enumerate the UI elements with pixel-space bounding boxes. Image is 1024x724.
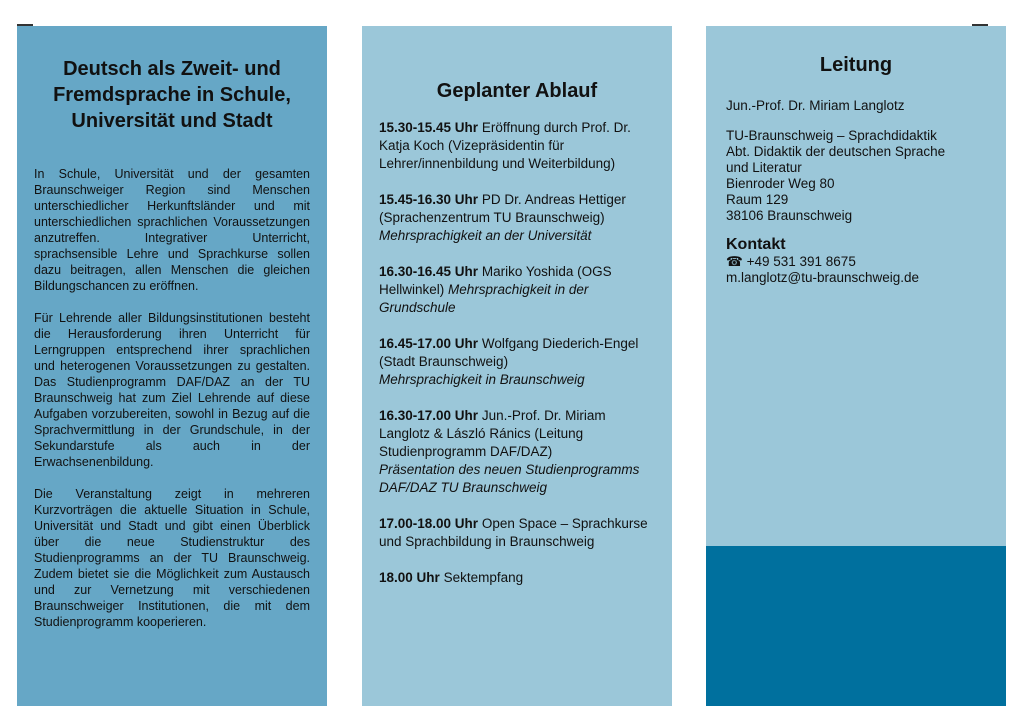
intro-paragraph: Die Veranstaltung zeigt in mehreren Kurzvorträgen die aktuelle Situation in Schule, Universität und Stadt und gibt einen Überblick über die neue Studienstruktur des Studienprogramms an der TU Braunschweig. Zudem bietet sie die Möglichkeit zum Austausch und zur Vernetzung mit verschiedenen Braunschweiger Institutionen, die mit dem Studienprogramm kooperieren. (34, 487, 310, 629)
schedule-text: Wolfgang Diederich-Engel (Stadt Braunschweig) (379, 336, 639, 369)
address-line: Raum 129 (726, 192, 789, 207)
schedule-item (379, 191, 655, 245)
intro-title: Deutsch als Zweit- und Fremdsprache in Schule, Universität und Stadt (53, 58, 291, 132)
schedule-topic: Mehrsprachigkeit in Braunschweig (379, 372, 585, 387)
schedule-time: 16.45-17.00 Uhr (379, 336, 479, 351)
address-line: TU-Braunschweig – Sprachdidaktik (726, 128, 937, 143)
phone-icon: ☎ (726, 254, 743, 269)
schedule-text: Open Space – Sprachkurse und Sprachbildung in Braunschweig (379, 516, 648, 549)
schedule-time: 15.45-16.30 Uhr (379, 192, 479, 207)
schedule-topic: Mehrsprachigkeit in der Grundschule (379, 282, 589, 315)
schedule-topic: Mehrsprachigkeit an der Universität (379, 228, 592, 243)
schedule-topic: Präsentation des neuen Studienprogramms DAF/DAZ TU Braunschweig (379, 462, 640, 495)
email-link[interactable]: m.langlotz@tu-braunschweig.de (726, 270, 920, 285)
schedule-item (379, 407, 655, 497)
schedule-item (379, 569, 655, 587)
schedule-time: 17.00-18.00 Uhr (379, 516, 479, 531)
schedule-item (379, 263, 655, 317)
phone-line (726, 254, 986, 270)
schedule-text: PD Dr. Andreas Hettiger (Sprachenzentrum TU Braunschweig) (379, 192, 626, 225)
contact-panel (706, 26, 1006, 706)
schedule-text: Jun.-Prof. Dr. Miriam Langlotz & László Ránics (Leitung Studienprogramm DAF/DAZ) (379, 408, 606, 459)
schedule-panel (362, 26, 672, 706)
address-line: und Literatur (726, 160, 802, 175)
schedule-item (379, 119, 655, 173)
intro-paragraph: In Schule, Universität und der gesamten Braunschweiger Region sind Menschen unterschiedlicher Herkunftsländer und mit unterschiedlichen sprachlichen Voraussetzungen anzutreffen. Integrativer Unterricht, sprachsensible Lehre und Sprachkurse sollen dazu beitragen, allen Menschen die gleichen Bildungschancen zu eröffnen. (34, 167, 310, 293)
schedule-item (379, 515, 655, 551)
schedule-text: Eröffnung durch Prof. Dr. Katja Koch (Vizepräsidentin für Lehrer/innenbildung und Weiterbildung) (379, 120, 631, 171)
contact-heading: Kontakt (726, 236, 786, 253)
schedule-text: Mariko Yoshida (OGS Hellwinkel) (379, 264, 612, 297)
schedule-time: 15.30-15.45 Uhr (379, 120, 479, 135)
address-line: Abt. Didaktik der deutschen Sprache (726, 144, 946, 159)
intro-panel (17, 26, 327, 706)
schedule-text: Sektempfang (443, 570, 524, 585)
contact-title: Leitung (819, 54, 893, 76)
address-line: 38106 Braunschweig (726, 208, 853, 223)
schedule-item (379, 335, 655, 389)
schedule-title: Geplanter Ablauf (436, 80, 598, 102)
leader-name: Jun.-Prof. Dr. Miriam Langlotz (726, 98, 905, 113)
schedule-time: 16.30-16.45 Uhr (379, 264, 479, 279)
intro-paragraph: Für Lehrende aller Bildungsinstitutionen besteht die Herausforderung ihren Unterricht für Lerngruppen entsprechend ihrer sprachlichen und heterogenen Voraussetzungen zu gestalten. Das Studienprogramm DAF/DAZ an der TU Braunschweig hat zum Ziel Lehrende auf diese Aufgaben vorzubereiten, sowohl in Bezug auf die Sprachvermittlung in der Grundschule, in der Sekundarstufe als auch in der Erwachsenenbildung. (34, 311, 310, 469)
address-line: Bienroder Weg 80 (726, 176, 835, 191)
phone-number: +49 531 391 8675 (746, 254, 856, 269)
schedule-time: 18.00 Uhr (379, 570, 440, 585)
color-block (706, 546, 1006, 706)
schedule-time: 16.30-17.00 Uhr (379, 408, 479, 423)
